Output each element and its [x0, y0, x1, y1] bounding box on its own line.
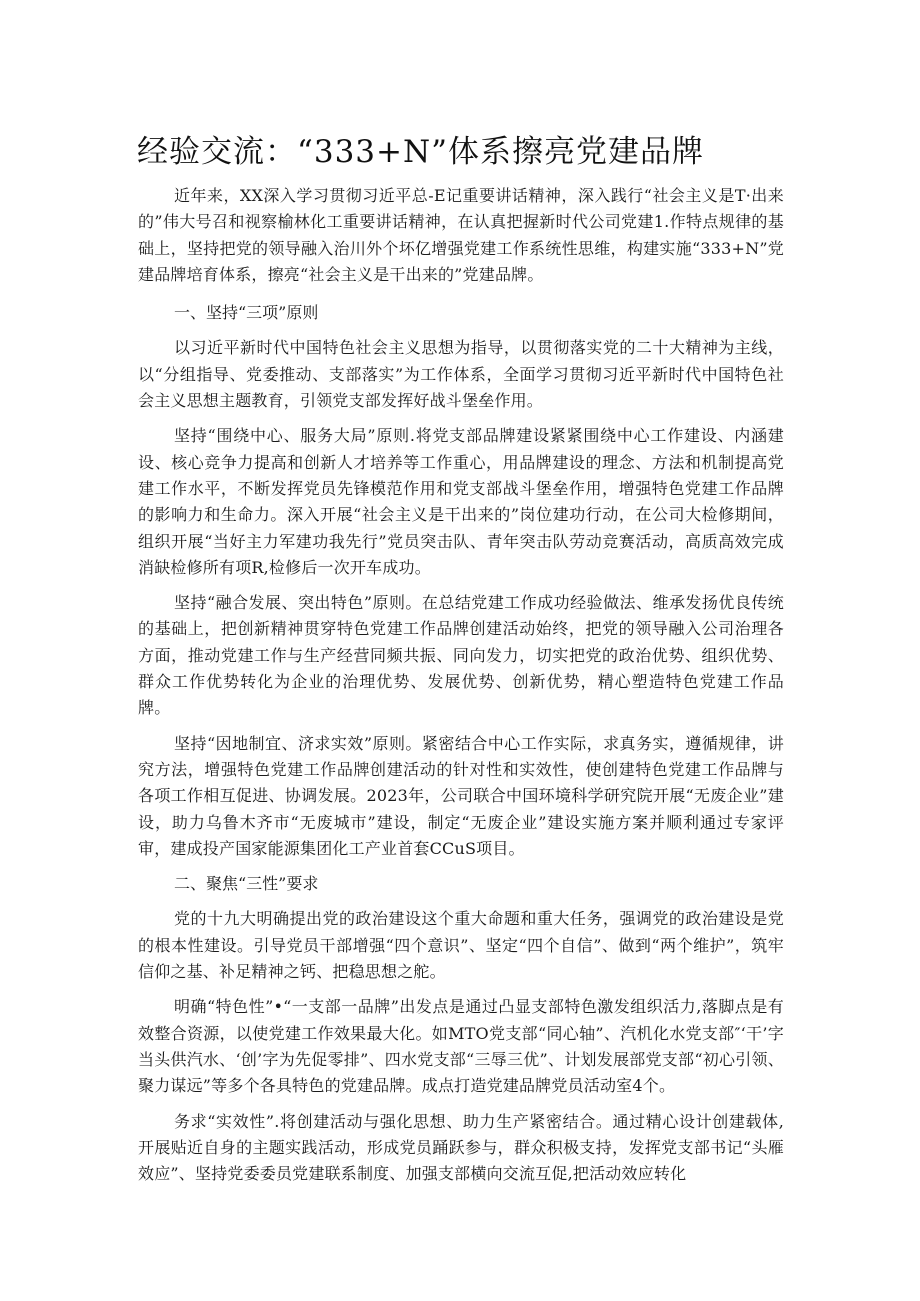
body-paragraph: 党的十九大明确提出党的政治建设这个重大命题和重大任务，强调党的政治建设是党的根本性建设。引导党员干部增强“四个意识”、坚定“四个自信”、做到“两个维护”，筑牢信仰之基、补足精神之钙、把稳思想之舵。 — [138, 909, 784, 982]
body-paragraph: 务求“实效性”.将创建活动与强化思想、助力生产紧密结合。通过精心设计创建载体,开展贴近自身的主题实践活动，形成党员踊跃参与，群众积极支持，发挥党支部书记“头雁效应”、坚持党委委员党建联系制度、加强支部横向交流互促,把活动效应转化 — [138, 1111, 784, 1184]
intro-paragraph: 近年来，XX深入学习贯彻习近平总-E记重要讲话精神，深入践行“社会主义是T·出来的”伟大号召和视察榆林化工重要讲话精神，在认真把握新时代公司党建1.作特点规律的基础上，坚持把党的领导融入治川外个坏亿增强党建工作系统性思维，构建实施“333+N”党建品牌培育体系，擦亮“社会主义是干出来的”党建品牌。 — [138, 186, 784, 284]
document-body — [138, 183, 784, 1196]
body-paragraph: 以习近平新时代中国特色社会主义思想为指导，以贯彻落实党的二十大精神为主线，以“分组指导、党委推动、支部落实”为工作体系，全面学习贯彻习近平新时代中国特色社会主义思想主题教育，引领党支部发挥好战斗堡垒作用。 — [138, 338, 784, 411]
body-paragraph: 坚持“围绕中心、服务大局”原则.将党支部品牌建设紧紧围绕中心工作建设、内涵建设、核心竞争力提高和创新人才培养等工作重心，用品牌建设的理念、方法和机制提高党建工作水平，不断发挥党员先锋模范作用和党支部战斗堡垒作用，增强特色党建工作品牌的影响力和生命力。深入开展“社会主义是干出来的”岗位建功行动，在公司大检修期间，组织开展“当好主力军建功我先行”党员突击队、青年突击队劳动竞赛活动，高质高效完成消缺检修所有项R,检修后一次开车成功。 — [138, 426, 784, 577]
body-paragraph: 坚持“因地制宜、济求实效”原则。紧密结合中心工作实际，求真务实，遵循规律，讲究方法，增强特色党建工作品牌创建活动的针对性和实效性，使创建特色党建工作品牌与各项工作相互促进、协调发展。2023年，公司联合中国环境科学研究院开展“无废企业”建设，助力乌鲁木齐市“无废城市”建设，制定“无废企业”建设实施方案并顺利通过专家评审，建成投产国家能源集团化工产业首套CCuS项目。 — [138, 733, 784, 858]
body-paragraph: 明确“特色性”•“一支部一品牌”出发点是通过凸显支部特色激发组织活力,落脚点是有效整合资源，以使党建工作效果最大化。如MTO党支部“同心轴”、汽机化水党支部″‘干’字当头供汽水、‘创’字为先促零排”、四水党支部“三辱三优”、计划发展部党支部“初心引领、聚力谋远”等多个各具特色的党建品牌。成点打造党建品牌党员活动室4个。 — [138, 997, 784, 1096]
document-title: 经验交流：“333+N”体系擦亮党建品牌 — [137, 134, 704, 170]
section-heading-requirements: 二、聚焦“三性”要求 — [174, 874, 319, 894]
body-paragraph: 坚持“融合发展、突出特色”原则。在总结党建工作成功经验做法、维承发扬优良传统的基础上，把创新精神贯穿特色党建工作品牌创建活动始终，把党的领导融入公司治理各方面，推动党建工作与生产经营同频共振、同向发力，切实把党的政治优势、组织优势、群众工作优势转化为企业的治理优势、发展优势、创新优势，精心塑造特色党建工作品牌。 — [138, 593, 784, 718]
section-heading-principles: 一、坚持“三项”原则 — [174, 303, 319, 323]
